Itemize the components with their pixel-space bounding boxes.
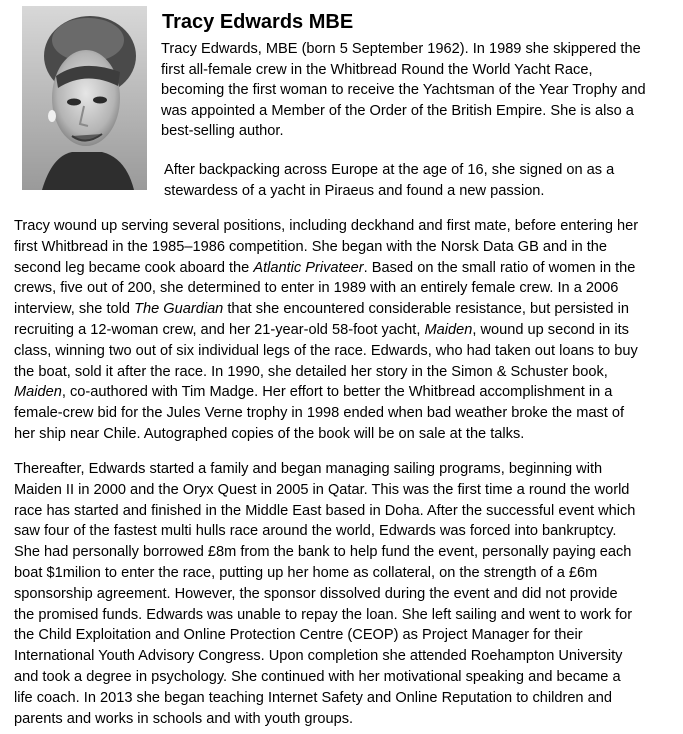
text-line: female-crew bid for the Jules Verne trophy in 1998 ended when bad weather broke the mast of [14, 405, 625, 422]
text-line: becoming the first woman to receive the Yachtsman of the Year Trophy and [161, 82, 646, 98]
text-line: the promised funds. Edwards was unable to repay the loan. She left sailing and went to work for [14, 606, 633, 623]
text-line: After backpacking across Europe at the age of 16, she signed on as a [164, 162, 615, 178]
text-line: Tracy Edwards, MBE (born 5 September 1962). In 1989 she skippered the [161, 41, 641, 57]
italic-title: Maiden [424, 321, 473, 338]
italic-title: Atlantic Privateer [253, 259, 364, 276]
text-line [14, 299, 682, 320]
text-line: race has started and finished in the Middle East based in Doha. After the successful event which [14, 502, 636, 519]
text-line: parents and works in schools and with youth groups. [14, 710, 354, 727]
text-line: the boat, sold it after the race. In 1990, she detailed her story in the Simon & Schuster book, [14, 363, 608, 380]
italic-title: The Guardian [134, 301, 224, 318]
text-line: sponsorship agreement. However, the sponsor dissolved during the event and did not provide [14, 585, 618, 602]
text-line: her ship near Chile. Autographed copies of the book will be on sale at the talks. [14, 425, 525, 442]
text-line [14, 258, 682, 279]
italic-title: Maiden [14, 384, 62, 401]
text-line: life coach. In 2013 she began teaching Internet Safety and Online Reputation to children and [14, 689, 612, 706]
text-run: recruiting a 12-woman crew, and her 21-year-old 58-foot yacht, [14, 321, 425, 338]
text-line: International Youth Advisory Congress. Upon completion she attended Roehampton University [14, 648, 623, 665]
portrait-photo [22, 6, 147, 190]
text-line: first Whitbread in the 1985–1986 competition. She began with the Norsk Data GB and in the [14, 238, 608, 255]
text-line: class, winning two out of six individual legs of the race. Edwards, who had taken out loans to buy [14, 342, 638, 359]
text-line: Tracy wound up serving several positions, including deckhand and first mate, before entering her [14, 218, 639, 234]
text-line: crews, five out of 200, she determined to enter in 1989 with an entirely female crew. In a 2006 [14, 280, 619, 297]
text-run: , co-authored with Tim Madge. Her effort to better the Whitbread accomplishment in a [61, 384, 613, 401]
text-run: that she encountered considerable resistance, but persisted in [223, 301, 629, 318]
text-line [14, 320, 682, 341]
text-line: She had personally borrowed £8m from the bank to help fund the event, personally paying each [14, 544, 632, 561]
text-line: stewardess of a yacht in Piraeus and found a new passion. [164, 182, 545, 199]
text-line: saw four of the fastest multi hulls race around the world, Edwards was forced into bankruptcy. [14, 523, 617, 540]
career-paragraph [14, 216, 682, 445]
text-line: first all-female crew in the Whitbread Round the World Yacht Race, [161, 61, 593, 78]
text-line: Thereafter, Edwards started a family and began managing sailing programs, beginning with [14, 461, 603, 477]
text-run: , wound up second in its [472, 321, 629, 338]
text-line: Maiden II in 2000 and the Oryx Quest in 2005 in Qatar. This was the first time a round the world [14, 481, 630, 498]
later-career-paragraph [14, 459, 682, 729]
text-run: second leg became cook aboard the [14, 259, 254, 276]
text-line: the Child Exploitation and Online Protection Centre (CEOP) as Project Manager for their [14, 627, 583, 644]
backpacking-paragraph [164, 160, 682, 201]
intro-paragraph [161, 39, 681, 142]
page-title: Tracy Edwards MBE [162, 11, 354, 33]
text-line: and took a degree in psychology. She continued with her motivational speaking and became a [14, 668, 621, 685]
text-line: was appointed a Member of the Order of the British Empire. She is also a [161, 102, 634, 119]
text-line: best-selling author. [161, 123, 284, 139]
text-run: interview, she told [14, 301, 135, 318]
text-line [14, 382, 682, 403]
text-line: boat $1milion to enter the race, putting up her home as collateral, on the strength of a £6m [14, 564, 598, 581]
text-run: . Based on the small ratio of women in the [363, 259, 636, 276]
